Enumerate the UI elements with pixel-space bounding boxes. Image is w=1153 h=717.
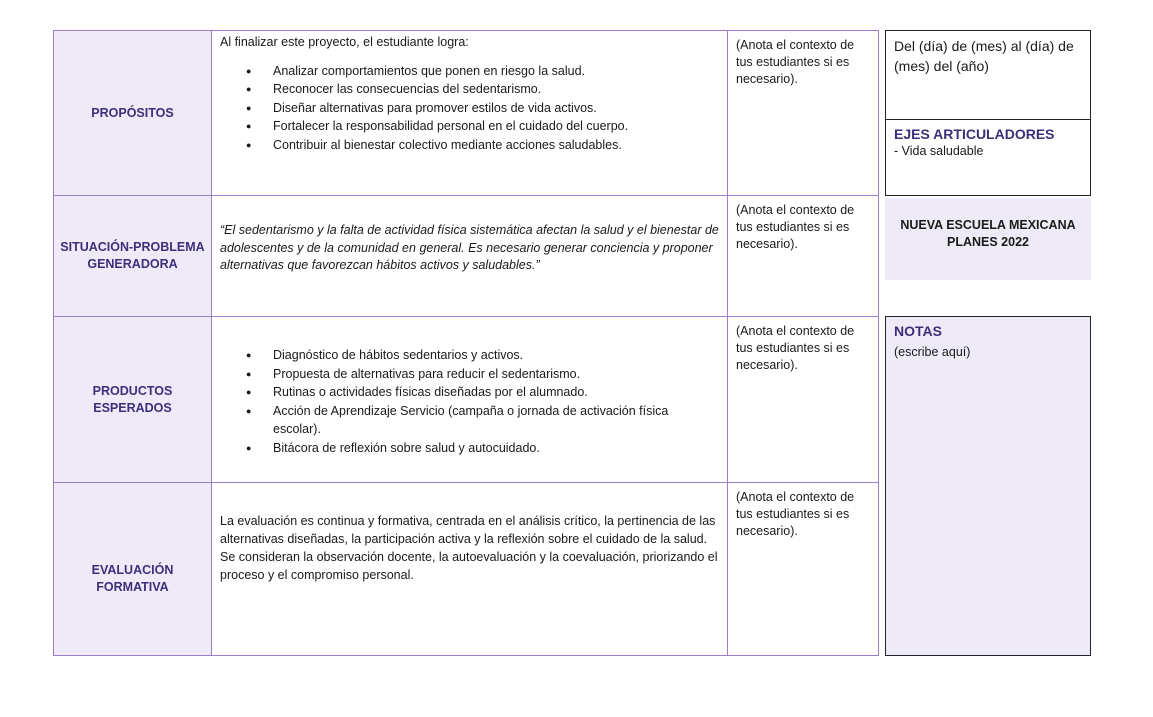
ejes-articuladores-title: EJES ARTICULADORES — [894, 126, 1055, 142]
notas-box[interactable] — [885, 316, 1091, 656]
list-item: ● Diagnóstico de hábitos sedentarios y activos. — [273, 346, 719, 365]
context-text: (Anota el contexto de tus estudiantes si es necesario). — [736, 324, 855, 372]
list-item: ● Fortalecer la responsabilidad personal en el cuidado del cuerpo. — [273, 117, 719, 136]
situacion-quote: “El sedentarismo y la falta de actividad física sistemática afectan la salud y el bienestar de adolescentes y de la comunidad en general. Es necesario generar conciencia y proponer alternativas que favorezcan hábitos activos y saludables.” — [220, 223, 719, 272]
list-item: ● Propuesta de alternativas para reducir el sedentarismo. — [273, 365, 719, 384]
productos-list — [220, 346, 719, 457]
ejes-articuladores-item: - Vida saludable — [894, 144, 984, 158]
list-item: ● Acción de Aprendizaje Servicio (campaña o jornada de activación física escolar). — [273, 402, 719, 439]
list-item: ● Diseñar alternativas para promover estilos de vida activos. — [273, 99, 719, 118]
context-cell-4[interactable] — [727, 482, 879, 656]
list-item: ● Reconocer las consecuencias del sedentarismo. — [273, 80, 719, 99]
date-box[interactable] — [885, 30, 1091, 120]
nem-box — [885, 198, 1091, 280]
label-situacion-text: SITUACIÓN-PROBLEMA GENERADORA — [60, 240, 205, 271]
list-item: ● Bitácora de reflexión sobre salud y autocuidado. — [273, 439, 719, 458]
label-propositos-text: PROPÓSITOS — [91, 105, 174, 120]
list-item: ● Analizar comportamientos que ponen en riesgo la salud. — [273, 62, 719, 81]
context-text: (Anota el contexto de tus estudiantes si es necesario). — [736, 203, 855, 251]
label-productos-esperados — [53, 316, 212, 483]
planes-label: PLANES 2022 — [947, 235, 1029, 249]
label-evaluacion-text: EVALUACIÓN FORMATIVA — [91, 563, 174, 594]
list-item: ● Rutinas o actividades físicas diseñadas por el alumnado. — [273, 383, 719, 402]
evaluacion-paragraph: La evaluación es continua y formativa, centrada en el análisis crítico, la pertinencia de las alternativas diseñadas, la participación activa y la reflexión sobre el cuidado de la salud. Se consideran la observación docente, la autoevaluación y la coevaluación, priorizando el proceso y el compromiso personal. — [220, 514, 718, 582]
context-text: (Anota el contexto de tus estudiantes si es necesario). — [736, 38, 855, 86]
propositos-list — [220, 62, 719, 155]
context-cell-2[interactable] — [727, 195, 879, 317]
productos-content — [211, 316, 728, 483]
label-propositos — [53, 30, 212, 196]
nem-title: NUEVA ESCUELA MEXICANA — [900, 218, 1076, 232]
ejes-articuladores-box — [885, 119, 1091, 196]
list-item: ● Contribuir al bienestar colectivo mediante acciones saludables. — [273, 136, 719, 155]
notas-title: NOTAS — [894, 323, 942, 339]
label-productos-text: PRODUCTOS ESPERADOS — [92, 383, 173, 415]
date-range-text: Del (día) de (mes) al (día) de (mes) del (año) — [894, 38, 1074, 74]
context-cell-1[interactable] — [727, 30, 879, 196]
label-situacion-problema — [53, 195, 212, 317]
propositos-content — [211, 30, 728, 196]
label-evaluacion-formativa — [53, 482, 212, 656]
propositos-intro: Al finalizar este proyecto, el estudiante logra: — [220, 35, 469, 49]
notas-placeholder: (escribe aquí) — [894, 345, 971, 359]
situacion-content — [211, 195, 728, 317]
context-text: (Anota el contexto de tus estudiantes si es necesario). — [736, 490, 855, 538]
context-cell-3[interactable] — [727, 316, 879, 483]
evaluacion-content — [211, 482, 728, 656]
